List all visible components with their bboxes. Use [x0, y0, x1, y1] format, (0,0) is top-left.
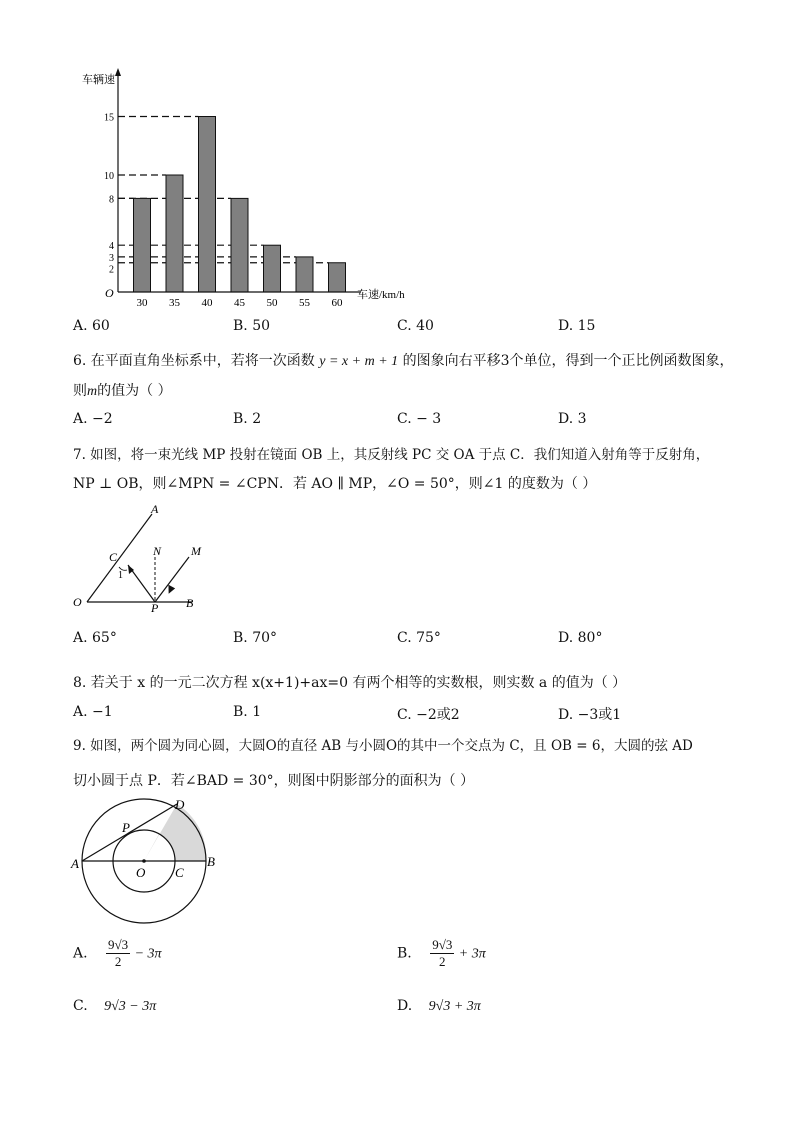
q9-option-c-text: 9√3 − 3π [104, 999, 157, 1014]
label-m: M [191, 544, 201, 558]
q9-option-d[interactable] [397, 998, 481, 1015]
bar-35 [166, 175, 183, 292]
q9-option-d-text: 9√3 + 3π [428, 999, 481, 1014]
x-tick-35: 35 [169, 297, 180, 309]
q9-concentric-circles-diagram [68, 795, 228, 925]
bar-50 [264, 245, 281, 292]
label-a: A [71, 856, 79, 871]
q8-option-c[interactable]: C. −2或2 [397, 707, 460, 723]
bar-30 [134, 198, 151, 292]
label-o: O [73, 595, 82, 609]
x-axis-label: 车速/km/h [357, 289, 405, 301]
q7-stem-line1: 7. 如图，将一束光线 MP 投射在镜面 OB 上，其反射线 PC 交 OA 于点 C．我们知道入射角等于反射角， [73, 447, 710, 463]
q9-option-b[interactable] [397, 937, 486, 970]
x-tick-50: 50 [266, 297, 278, 309]
q7-stem-line2: NP ⊥ OB，则∠MPN = ∠CPN．若 AO ∥ MP，∠O = 50°，则∠1 的度数为（ ） [73, 476, 597, 492]
q6-option-b[interactable]: B. 2 [233, 411, 262, 427]
label-n: N [153, 544, 162, 558]
q5-option-d[interactable]: D. 15 [558, 318, 596, 334]
x-tick-40: 40 [201, 297, 213, 309]
x-tick-30: 30 [136, 297, 148, 309]
q9-option-a-denominator: 2 [114, 954, 122, 969]
y-tick-3: 3 [109, 252, 114, 264]
y-tick-2: 2 [109, 264, 114, 276]
label-c: C [175, 865, 184, 880]
bar-60 [329, 263, 346, 292]
label-d: D [175, 797, 185, 812]
q9-option-b-denominator: 2 [439, 954, 446, 969]
q9-option-c-label: C. [73, 998, 88, 1014]
label-a: A [151, 502, 159, 516]
q9-option-a-label: A. [73, 945, 88, 962]
q8-option-d[interactable]: D. −3或1 [558, 707, 622, 723]
bar-40 [199, 117, 216, 293]
incident-ray-mp [155, 557, 189, 602]
q6-var-m: m [87, 384, 98, 399]
y-tick-8: 8 [109, 194, 114, 206]
x-tick-45: 45 [234, 297, 245, 309]
label-angle-1: 1 [118, 570, 123, 581]
y-tick-15: 15 [104, 112, 114, 124]
q9-option-d-label: D. [397, 998, 413, 1014]
q5-option-a[interactable]: A. 60 [73, 318, 110, 334]
q6-stem-line1 [73, 350, 734, 370]
q9-option-a[interactable] [73, 937, 162, 970]
q9-option-b-label: B. [397, 945, 412, 962]
q6-text-b: 的图象向右平移3个单位，得到一个正比例函数图象， [402, 353, 734, 369]
q9-option-b-numerator: 9√3 [432, 937, 453, 952]
q6-option-a[interactable]: A. −2 [73, 411, 113, 427]
incident-ray-arrow [168, 585, 176, 595]
q6-text-d: 的值为（ ） [97, 383, 172, 399]
label-b: B [186, 596, 194, 610]
q8-option-a[interactable]: A. −1 [73, 704, 113, 720]
q8-option-b[interactable]: B. 1 [233, 704, 262, 720]
bar-55 [296, 257, 313, 292]
label-p: P [122, 820, 130, 835]
q7-option-b[interactable]: B. 70° [233, 630, 278, 646]
q6-stem-line2 [73, 380, 172, 400]
label-o: O [136, 865, 146, 880]
q6-text-c: 则 [73, 383, 87, 399]
q7-option-d[interactable]: D. 80° [558, 630, 603, 646]
label-b: B [207, 854, 215, 869]
q6-text-a: 6. 在平面直角坐标系中，若将一次函数 [73, 353, 315, 369]
q9-stem-line1: 9. 如图，两个圆为同心圆，大圆O的直径 AB 与小圆O的其中一个交点为 C，且 OB = 6，大圆的弦 AD [73, 738, 693, 754]
y-tick-4: 4 [109, 241, 114, 253]
label-p: P [151, 601, 159, 615]
x-tick-60: 60 [331, 297, 343, 309]
q5-option-c[interactable]: C. 40 [397, 318, 434, 334]
bar-45 [231, 198, 248, 292]
q9-option-b-tail: + 3π [458, 946, 486, 962]
ray-oa [87, 514, 152, 602]
q8-stem: 8. 若关于 x 的一元二次方程 x(x+1)+ax=0 有两个相等的实数根，则实数 a 的值为（ ） [73, 675, 627, 691]
q7-option-a[interactable]: A. 65° [73, 630, 117, 646]
q7-option-c[interactable]: C. 75° [397, 630, 441, 646]
q5-option-b[interactable]: B. 50 [233, 318, 271, 334]
q6-option-d[interactable]: D. 3 [558, 411, 587, 427]
speed-bar-chart [60, 60, 440, 310]
center-o [142, 859, 146, 863]
y-axis-arrow [115, 68, 121, 76]
x-tick-55: 55 [299, 297, 310, 309]
label-c: C [109, 550, 118, 564]
q9-option-b-fraction [430, 937, 454, 970]
q9-option-a-numerator: 9√3 [108, 937, 129, 952]
y-tick-10: 10 [104, 171, 114, 182]
q6-formula: y = x + m + 1 [319, 354, 399, 369]
q9-stem-line2: 切小圆于点 P．若∠BAD = 30°，则图中阴影部分的面积为（ ） [73, 773, 475, 789]
q7-reflection-diagram [65, 500, 215, 615]
q9-option-c[interactable] [73, 998, 156, 1015]
q9-option-a-fraction [106, 937, 130, 970]
shaded-region [144, 804, 206, 861]
origin-label: O [105, 286, 114, 300]
y-axis-label: 车辆速 [82, 74, 115, 86]
q9-option-a-tail: − 3π [134, 946, 162, 962]
q6-option-c[interactable]: C. − 3 [397, 411, 442, 427]
